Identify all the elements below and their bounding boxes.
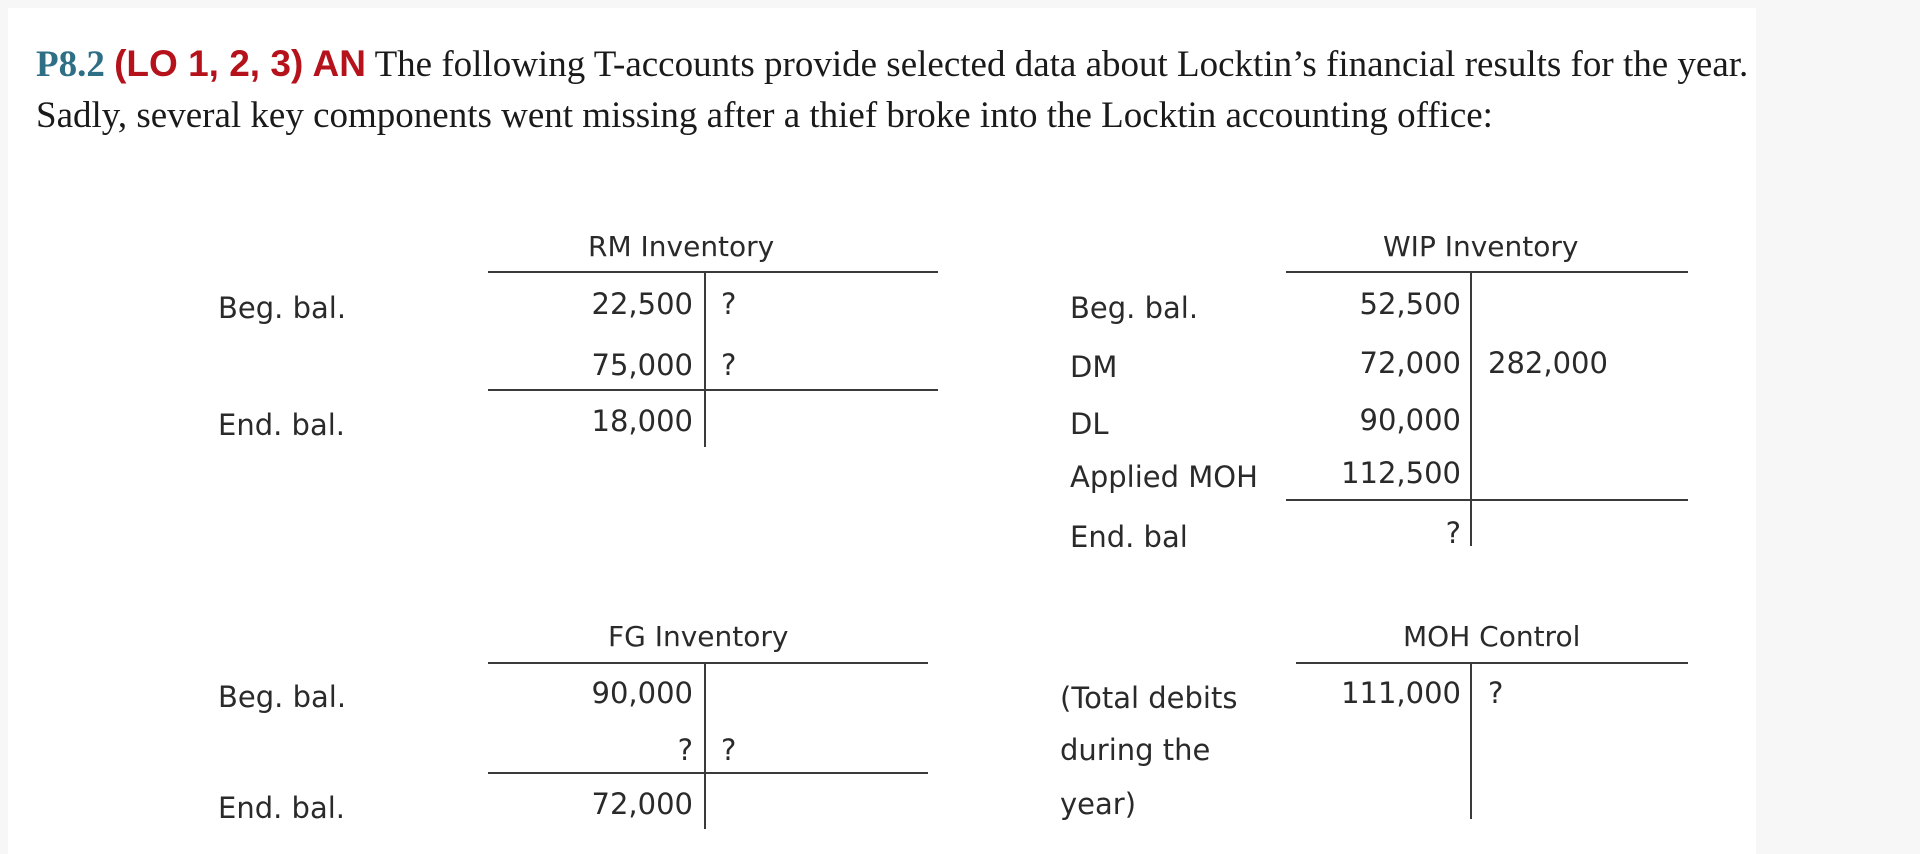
wip-debit-dl: 90,000 (1359, 403, 1461, 437)
fg-center-rule (704, 663, 706, 829)
wip-top-rule (1286, 271, 1688, 273)
rm-center-rule (704, 272, 706, 447)
wip-label-moh: Applied MOH (1070, 460, 1258, 494)
rm-beg-label: Beg. bal. (218, 291, 347, 325)
moh-note-line-3: year) (1060, 787, 1137, 821)
rm-end-label: End. bal. (218, 408, 346, 442)
rm-debit-2: 75,000 (591, 348, 693, 382)
rm-top-rule (488, 271, 938, 273)
moh-center-rule (1470, 663, 1472, 819)
moh-credit: ? (1488, 676, 1504, 710)
moh-control-title: MOH Control (1403, 620, 1581, 653)
moh-debit: 111,000 (1341, 676, 1461, 710)
wip-credit: 282,000 (1488, 346, 1608, 380)
fg-end-balance: 72,000 (591, 787, 693, 821)
wip-total-rule (1286, 499, 1688, 501)
fg-debit-2: ? (677, 733, 693, 767)
rm-debit-1: 22,500 (591, 287, 693, 321)
fg-beg-label: Beg. bal. (218, 680, 347, 714)
wip-label-dl: DL (1070, 407, 1109, 441)
rm-inventory-title: RM Inventory (588, 230, 775, 263)
wip-debit-beg: 52,500 (1359, 287, 1461, 321)
wip-end-balance: ? (1445, 516, 1461, 550)
wip-debit-dm: 72,000 (1359, 346, 1461, 380)
wip-label-beg: Beg. bal. (1070, 291, 1199, 325)
problem-statement (36, 38, 1756, 141)
textbook-page (8, 8, 1756, 854)
fg-credit: ? (721, 733, 737, 767)
rm-end-balance: 18,000 (591, 404, 693, 438)
rm-total-rule (488, 389, 938, 391)
difficulty-level: AN (312, 43, 366, 84)
wip-center-rule (1470, 272, 1472, 546)
moh-note-line-1: (Total debits (1060, 681, 1238, 715)
learning-objectives: (LO 1, 2, 3) (114, 43, 304, 84)
fg-top-rule (488, 662, 928, 664)
problem-text: The following T-accounts provide selected data about Locktin’s financial results for the year. Sadly, several key components went missing after a thief broke into the Locktin accounting office: (36, 44, 1749, 136)
rm-credit-2: ? (721, 348, 737, 382)
moh-top-rule (1296, 662, 1688, 664)
wip-label-dm: DM (1070, 350, 1118, 384)
wip-debit-moh: 112,500 (1341, 456, 1461, 490)
wip-label-end: End. bal (1070, 520, 1188, 554)
fg-end-label: End. bal. (218, 791, 346, 825)
problem-number: P8.2 (36, 44, 105, 85)
rm-credit-1: ? (721, 287, 737, 321)
fg-total-rule (488, 772, 928, 774)
moh-note-line-2: during the (1060, 733, 1211, 767)
fg-debit-beg: 90,000 (591, 676, 693, 710)
wip-inventory-title: WIP Inventory (1383, 230, 1579, 263)
fg-inventory-title: FG Inventory (608, 620, 789, 653)
